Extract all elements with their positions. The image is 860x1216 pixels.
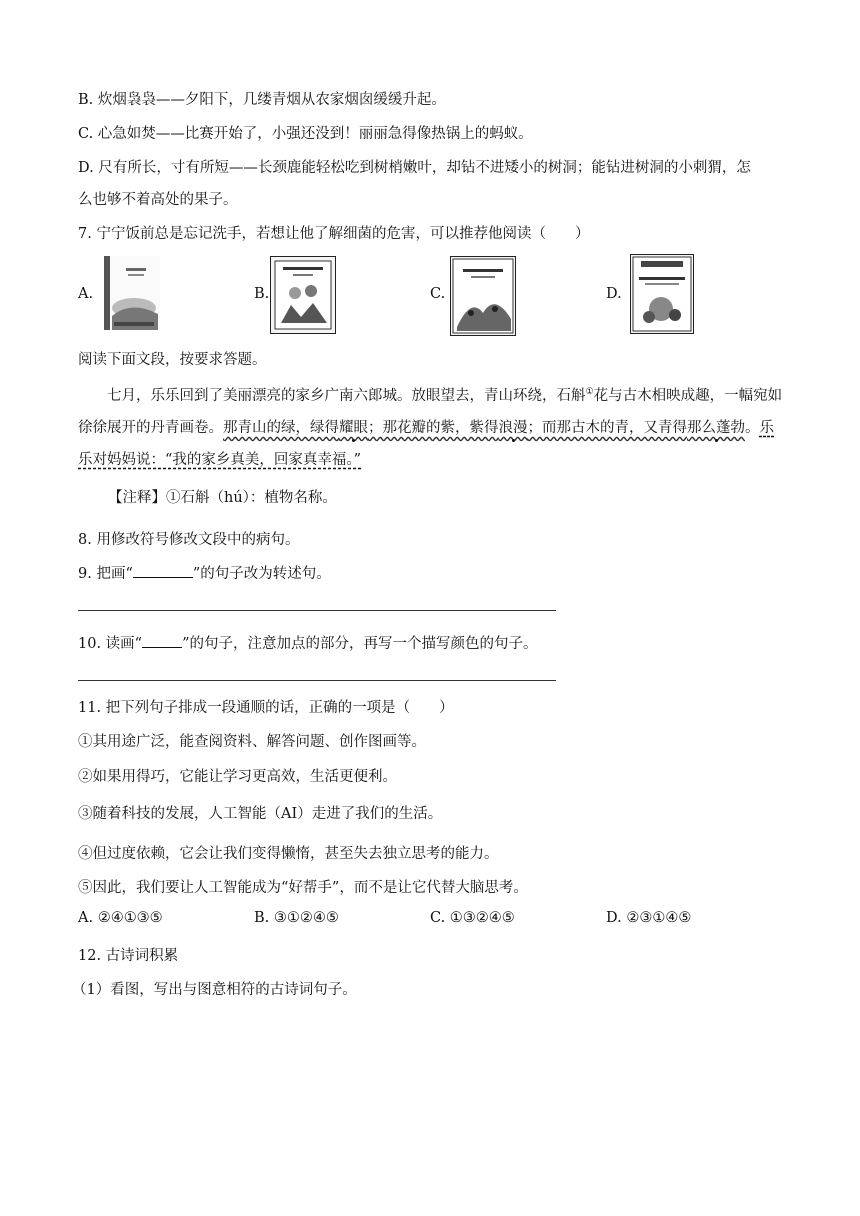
q6-option-c: C. 心急如焚——比赛开始了，小强还没到！丽丽急得像热锅上的蚂蚁。 [78,126,533,142]
q11-option-d: D. ②③①④⑤ [606,910,692,926]
q10-text: 10. 读画“ ”的句子，注意加点的部分，再写一个描写颜色的句子。 [78,636,538,652]
q9-text: 9. 把画“ ”的句子改为转述句。 [78,566,331,582]
wave-underlined-sentence: 那青山的绿，绿得耀眼；那花瓣的紫，紫得浪漫；而那古木的青，又青得那么蓬勃 [223,419,745,436]
q7-option-b-book-cover [270,256,336,334]
q11-option-a: A. ②④①③⑤ [78,910,163,926]
q7-stem: 7. 宁宁饭前总是忘记洗手，若想让他了解细菌的危害，可以推荐他阅读（ ） [78,226,590,242]
book-cover-b-icon [271,257,335,333]
dotted-word-3: 那么蓬勃 [687,419,745,436]
passage-text-1: 七月，乐乐回到了美丽漂亮的家乡广南六郎城。放眼望去，青山环绕，石斛 [107,387,586,404]
q7-option-a-book-cover [104,256,160,330]
q11-item-5: ⑤因此，我们要让人工智能成为“好帮手”，而不是让它代替大脑思考。 [78,880,528,896]
q10-blank [142,647,182,648]
book-cover-c-icon [451,257,515,335]
q11-option-b: B. ③①②④⑤ [254,910,339,926]
q9-answer-line[interactable] [78,610,556,611]
reading-paragraph: 七月，乐乐回到了美丽漂亮的家乡广南六郎城。放眼望去，青山环绕，石斛①花与古木相映成趣，一幅宛如徐徐展开的丹青画卷。那青山的绿，绿得耀眼；那花瓣的紫，紫得浪漫；而那古木的青，又青得那么蓬勃。乐乐对妈妈说：“我的家乡真美，回家真幸福。” [78,387,783,468]
note-marker: ① [585,387,594,397]
dash-underlined-sentence: 乐乐对妈妈说：“我的家乡真美，回家真幸福。” [78,419,774,468]
passage-text-2: 花与古木相映成趣，一幅宛如徐徐展开的丹青画卷。 [78,387,783,436]
q6-option-d-line2: 么也够不着高处的果子。 [78,192,238,208]
q6-option-d-line1: D. 尺有所长，寸有所短——长颈鹿能轻松吃到树梢嫩叶，却钻不进矮小的树洞；能钻进树洞的小刺猬，怎 [78,160,751,176]
q11-option-c: C. ①③②④⑤ [430,910,515,926]
q7-option-c-label: C. [430,286,446,302]
annotation-note: 【注释】①石斛（hú）：植物名称。 [108,490,337,506]
q11-item-3: ③随着科技的发展，人工智能（AI）走进了我们的生活。 [78,806,443,822]
q11-item-2: ②如果用得巧，它能让学习更高效，生活更便利。 [78,769,397,785]
q7-option-d-label: D. [606,286,622,302]
q7-option-a-label: A. [78,286,94,302]
q11-stem: 11. 把下列句子排成一段通顺的话，正确的一项是（ ） [78,700,454,716]
q9-blank [133,577,193,578]
q11-item-4: ④但过度依赖，它会让我们变得懒惰，甚至失去独立思考的能力。 [78,846,499,862]
q12-sub-1: （1）看图，写出与图意相符的古诗词句子。 [72,982,357,998]
q7-option-b-label: B. [254,286,270,302]
q11-item-1: ①其用途广泛，能查阅资料、解答问题、创作图画等。 [78,734,426,750]
q12-title: 12. 古诗词积累 [78,948,179,964]
dotted-word-2: 浪漫 [498,419,528,436]
q6-option-b: B. 炊烟袅袅——夕阳下，几缕青烟从农家烟囱缓缓升起。 [78,92,446,108]
book-cover-d-icon [631,255,693,333]
reading-intro: 阅读下面文段，按要求答题。 [78,352,267,368]
q10-answer-line[interactable] [78,680,556,681]
q8-text: 8. 用修改符号修改文段中的病句。 [78,532,300,548]
book-cover-a-icon [104,256,160,330]
dotted-word-1: 耀眼 [339,419,368,436]
q7-option-d-book-cover [630,254,694,334]
q7-option-c-book-cover [450,256,516,336]
